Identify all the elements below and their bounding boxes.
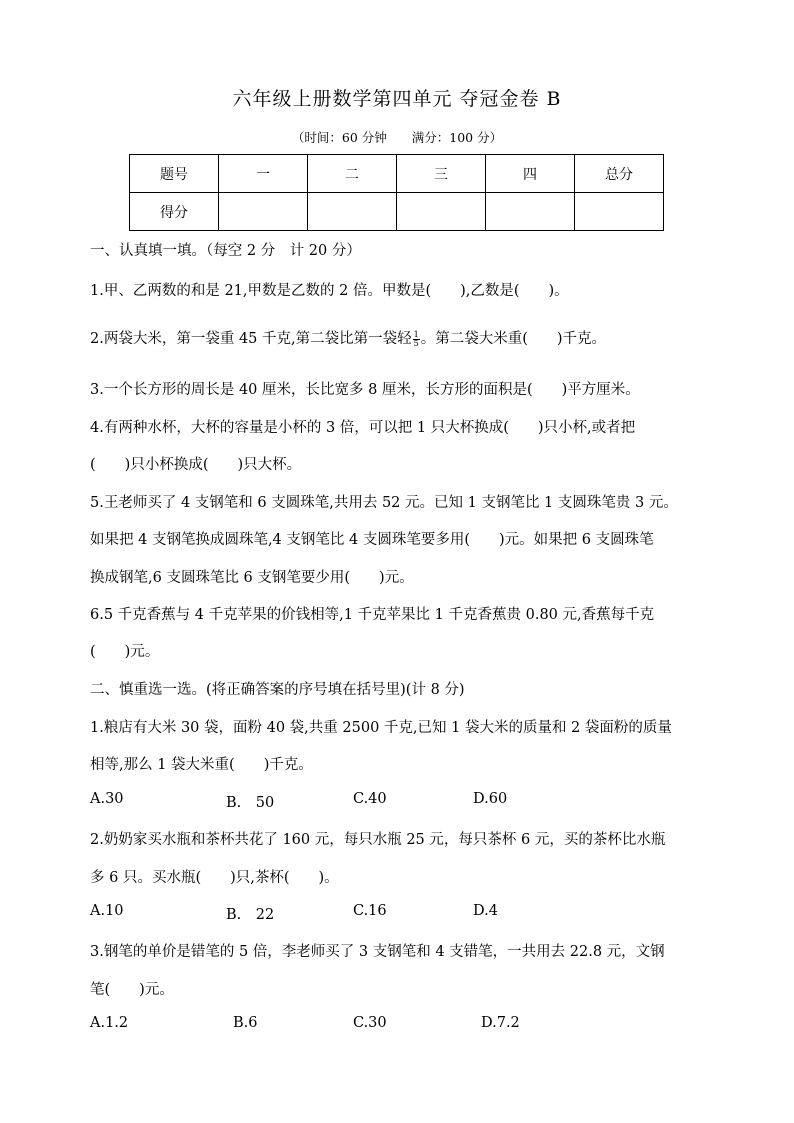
score-cell [575, 193, 664, 231]
option-d: D.4 [473, 903, 498, 919]
fraction-denominator: 5 [413, 338, 419, 348]
question-2-text-after: 。第二袋大米重( )千克。 [420, 331, 607, 347]
section1-question-2 [90, 327, 606, 348]
option-c: C.16 [353, 903, 387, 919]
score-table-score-row [130, 193, 664, 231]
score-table-header-cell: 二 [308, 155, 397, 193]
score-cell [397, 193, 486, 231]
option-d: D.60 [473, 791, 508, 807]
section1-question-5-line1: 5.王老师买了 4 支钢笔和 6 支圆珠笔,共用去 52 元。已知 1 支钢笔比 1 支圆珠笔贵 3 元。 [90, 495, 678, 511]
page-title: 六年级上册数学第四单元 夺冠金卷 B [232, 88, 562, 110]
score-cell [486, 193, 575, 231]
section2-question-2-line2: 多 6 只。买水瓶( )只,茶杯( )。 [90, 870, 339, 886]
section2-question-2-line1: 2.奶奶家买水瓶和茶杯共花了 160 元，每只水瓶 25 元，每只茶杯 6 元，买的茶杯比水瓶 [90, 832, 666, 848]
fraction-numerator: 1 [413, 329, 419, 339]
score-table-header-cell: 一 [219, 155, 308, 193]
option-b: B. 22 [226, 907, 275, 923]
option-c: C.30 [353, 1015, 387, 1031]
question-2-text-before: 2.两袋大米，第一袋重 45 千克,第二袋比第一袋轻 [90, 331, 412, 347]
exam-info: （时间：60 分钟 满分：100 分） [291, 130, 503, 145]
score-table-header-row [130, 155, 664, 193]
section1-question-6-line2: ( )元。 [90, 644, 160, 660]
option-a: A.1.2 [90, 1015, 129, 1031]
option-c: C.40 [353, 791, 387, 807]
section1-question-4-line1: 4.有两种水杯，大杯的容量是小杯的 3 倍，可以把 1 只大杯换成( )只小杯,或者把 [90, 420, 636, 436]
section2-heading: 二、慎重选一选。(将正确答案的序号填在括号里)(计 8 分) [90, 682, 465, 698]
score-table-header-cell: 总分 [575, 155, 664, 193]
section2-question-1-line2: 相等,那么 1 袋大米重( )千克。 [90, 757, 313, 773]
score-cell [219, 193, 308, 231]
option-b: B.6 [233, 1015, 258, 1031]
section1-question-5-line3: 换成钢笔,6 支圆珠笔比 6 支钢笔要少用( )元。 [90, 570, 414, 586]
option-a: A.30 [90, 791, 124, 807]
option-d: D.7.2 [481, 1015, 520, 1031]
section1-question-1: 1.甲、乙两数的和是 21,甲数是乙数的 2 倍。甲数是( ),乙数是( )。 [90, 283, 569, 299]
section2-question-3-line2: 笔( )元。 [90, 982, 174, 998]
section1-question-4-line2: ( )只小杯换成( )只大杯。 [90, 457, 302, 473]
score-row-label: 得分 [130, 193, 219, 231]
section1-heading: 一、认真填一填。（每空 2 分 计 20 分） [90, 243, 361, 259]
section1-question-3: 3.一个长方形的周长是 40 厘米，长比宽多 8 厘米，长方形的面积是( )平方厘米。 [90, 382, 640, 398]
fraction-one-fifth [413, 331, 420, 348]
score-table [129, 154, 664, 231]
score-table-header-cell: 题号 [130, 155, 219, 193]
score-table-header-cell: 四 [486, 155, 575, 193]
section2-question-1-line1: 1.粮店有大米 30 袋，面粉 40 袋,共重 2500 千克,已知 1 袋大米的质量和 2 袋面粉的质量 [90, 720, 672, 736]
section2-question-3-line1: 3.钢笔的单价是错笔的 5 倍，李老师买了 3 支钢笔和 4 支错笔，一共用去 22.8 元，文钢 [90, 944, 665, 960]
section1-question-5-line2: 如果把 4 支钢笔换成圆珠笔,4 支钢笔比 4 支圆珠笔要多用( )元。如果把 6 支圆珠笔 [90, 532, 654, 548]
section1-question-6-line1: 6.5 千克香蕉与 4 千克苹果的价钱相等,1 千克苹果比 1 千克香蕉贵 0.80 元,香蕉每千克 [90, 607, 655, 623]
option-a: A.10 [90, 903, 124, 919]
score-cell [308, 193, 397, 231]
score-table-header-cell: 三 [397, 155, 486, 193]
option-b: B. 50 [226, 795, 275, 811]
